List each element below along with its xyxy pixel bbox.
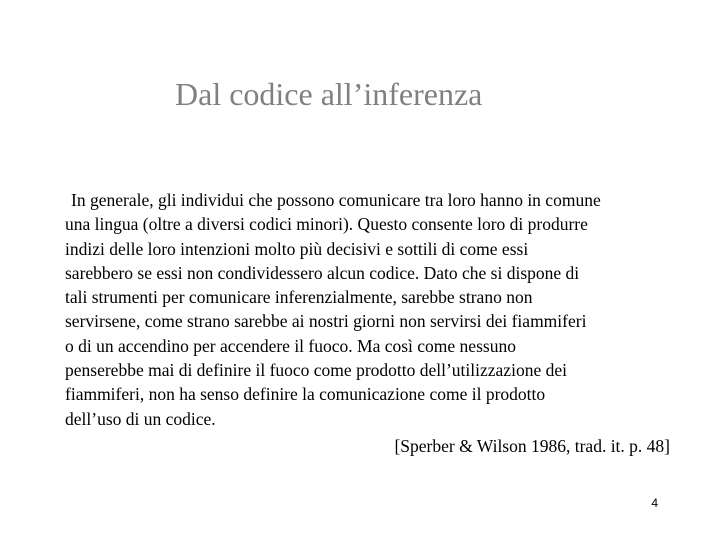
quote-line: penserebbe mai di definire il fuoco come prodotto dell’utilizzazione dei: [65, 360, 567, 381]
citation: [Sperber & Wilson 1986, trad. it. p. 48]: [394, 436, 670, 456]
slide-title: Dal codice all’inferenza: [175, 76, 483, 112]
quote-line: indizi delle loro intenzioni molto più decisivi e sottili di come essi: [65, 238, 529, 259]
quote-line: una lingua (oltre a diversi codici minori). Questo consente loro di produrre: [65, 214, 588, 235]
quote-line: servirsene, come strano sarebbe ai nostri giorni non servirsi dei fiammiferi: [65, 311, 587, 332]
quote-line: tali strumenti per comunicare inferenzialmente, sarebbe strano non: [65, 287, 533, 308]
page-number: 4: [651, 496, 658, 510]
quote-line: sarebbero se essi non condividessero alcun codice. Dato che si dispone di: [65, 262, 580, 283]
quote-paragraph: [65, 188, 685, 431]
quote-line: o di un accendino per accendere il fuoco. Ma così come nessuno: [65, 335, 516, 356]
quote-line: dell’uso di un codice.: [65, 408, 216, 429]
quote-line: In generale, gli individui che possono comunicare tra loro hanno in comune: [71, 190, 601, 210]
quote-line: fiammiferi, non ha senso definire la comunicazione come il prodotto: [65, 384, 546, 405]
